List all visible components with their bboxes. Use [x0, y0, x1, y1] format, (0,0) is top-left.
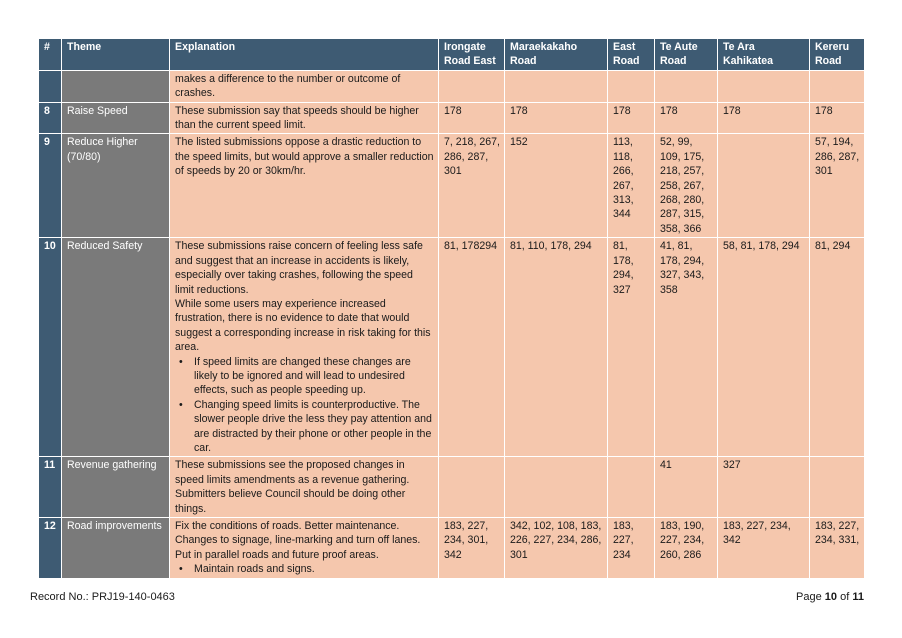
page-number: 10	[824, 591, 838, 603]
explanation-text: These submissions see the proposed changes in speed limits amendments as a revenue gathering. Submitters believe Council should be doing other things.	[175, 459, 410, 515]
column-header: East Road	[608, 39, 655, 71]
column-header: #	[39, 39, 62, 71]
irongate-road-east-cell: 81, 178294	[439, 238, 505, 457]
east-road-cell: 178	[608, 102, 655, 134]
row-number: 8	[39, 102, 62, 134]
page-indicator	[796, 591, 864, 603]
theme-cell: Reduced Safety	[62, 238, 170, 457]
explanation-text: Fix the conditions of roads. Better maintenance. Changes to signage, line-marking and turn off lanes. Put in parallel roads and future proof areas.	[175, 520, 421, 561]
maraekakaho-road-cell: 178	[505, 102, 608, 134]
column-header: Irongate Road East	[439, 39, 505, 71]
explanation-bullet-list	[175, 562, 434, 576]
te-aute-road-cell: 41, 81, 178, 294, 327, 343, 358	[655, 238, 718, 457]
page-prefix: Page	[796, 591, 822, 603]
row-number: 10	[39, 238, 62, 457]
kereru-road-cell: 178	[810, 102, 865, 134]
kereru-road-cell	[810, 70, 865, 102]
table-row	[39, 134, 865, 238]
kereru-road-cell: 183, 227, 234, 331,	[810, 518, 865, 579]
page-total: 11	[852, 591, 864, 603]
column-header: Maraekakaho Road	[505, 39, 608, 71]
row-number: 12	[39, 518, 62, 579]
explanation-text: These submissions raise concern of feeling less safe and suggest that an increase in accidents is likely, especially over taking crashes, following the speed limit reductions.	[175, 240, 423, 296]
irongate-road-east-cell	[439, 70, 505, 102]
table-row	[39, 70, 865, 102]
table-row	[39, 457, 865, 518]
column-header: Kereru Road	[810, 39, 865, 71]
table-row	[39, 102, 865, 134]
submissions-table	[38, 38, 865, 579]
page-of: of	[840, 591, 850, 603]
table-row	[39, 238, 865, 457]
kereru-road-cell	[810, 457, 865, 518]
row-number	[39, 70, 62, 102]
explanation-text: The listed submissions oppose a drastic reduction to the speed limits, but would approve a smaller reduction of speeds by 20 or 30km/hr.	[175, 136, 434, 178]
maraekakaho-road-cell: 342, 102, 108, 183, 226, 227, 234, 286, 301	[505, 518, 608, 579]
record-number: Record No.: PRJ19-140-0463	[30, 591, 175, 603]
te-ara-kahikatea-cell: 58, 81, 178, 294	[718, 238, 810, 457]
te-ara-kahikatea-cell	[718, 134, 810, 238]
table-header-row	[39, 39, 865, 71]
east-road-cell: 113, 118, 266, 267, 313, 344	[608, 134, 655, 238]
kereru-road-cell: 81, 294	[810, 238, 865, 457]
kereru-road-cell: 57, 194, 286, 287, 301	[810, 134, 865, 238]
column-header: Te Ara Kahikatea	[718, 39, 810, 71]
theme-cell: Revenue gathering	[62, 457, 170, 518]
east-road-cell	[608, 457, 655, 518]
east-road-cell: 183, 227, 234	[608, 518, 655, 579]
column-header: Explanation	[170, 39, 439, 71]
explanation-bullet-list	[175, 355, 434, 456]
irongate-road-east-cell: 7, 218, 267, 286, 287, 301	[439, 134, 505, 238]
maraekakaho-road-cell: 152	[505, 134, 608, 238]
te-ara-kahikatea-cell: 183, 227, 234, 342	[718, 518, 810, 579]
irongate-road-east-cell: 183, 227, 234, 301, 342	[439, 518, 505, 579]
table-row	[39, 518, 865, 579]
theme-cell: Reduce Higher (70/80)	[62, 134, 170, 238]
explanation-cell	[170, 70, 439, 102]
te-ara-kahikatea-cell: 178	[718, 102, 810, 134]
te-aute-road-cell: 178	[655, 102, 718, 134]
maraekakaho-road-cell	[505, 70, 608, 102]
irongate-road-east-cell	[439, 457, 505, 518]
theme-cell	[62, 70, 170, 102]
te-aute-road-cell: 52, 99, 109, 175, 218, 257, 258, 267, 268, 280, 287, 315, 358, 366	[655, 134, 718, 238]
theme-cell: Raise Speed	[62, 102, 170, 134]
te-ara-kahikatea-cell: 327	[718, 457, 810, 518]
irongate-road-east-cell: 178	[439, 102, 505, 134]
column-header: Te Aute Road	[655, 39, 718, 71]
explanation-bullet: • Changing speed limits is counterproductive. The slower people drive the less they pay attention and are distracted by their phone or other people in the car.	[194, 398, 434, 456]
explanation-cell	[170, 102, 439, 134]
te-ara-kahikatea-cell	[718, 70, 810, 102]
explanation-text: makes a difference to the number or outcome of crashes.	[175, 72, 401, 100]
explanation-cell	[170, 457, 439, 518]
east-road-cell: 81, 178, 294, 327	[608, 238, 655, 457]
theme-cell: Road improvements	[62, 518, 170, 579]
te-aute-road-cell: 183, 190, 227, 234, 260, 286	[655, 518, 718, 579]
east-road-cell	[608, 70, 655, 102]
explanation-bullet: • If speed limits are changed these changes are likely to be ignored and will lead to undesired effects, such as people speeding up.	[194, 355, 434, 398]
explanation-text: These submission say that speeds should be higher than the current speed limit.	[175, 104, 419, 132]
column-header: Theme	[62, 39, 170, 71]
explanation-bullet: • Maintain roads and signs.	[194, 562, 434, 576]
maraekakaho-road-cell: 81, 110, 178, 294	[505, 238, 608, 457]
explanation-cell	[170, 134, 439, 238]
explanation-text: While some users may experience increased frustration, there is no evidence to date that would suggest a corresponding increase in risk taking for this area.	[175, 297, 431, 354]
maraekakaho-road-cell	[505, 457, 608, 518]
te-aute-road-cell: 41	[655, 457, 718, 518]
te-aute-road-cell	[655, 70, 718, 102]
row-number: 11	[39, 457, 62, 518]
explanation-cell	[170, 518, 439, 579]
row-number: 9	[39, 134, 62, 238]
explanation-cell	[170, 238, 439, 457]
